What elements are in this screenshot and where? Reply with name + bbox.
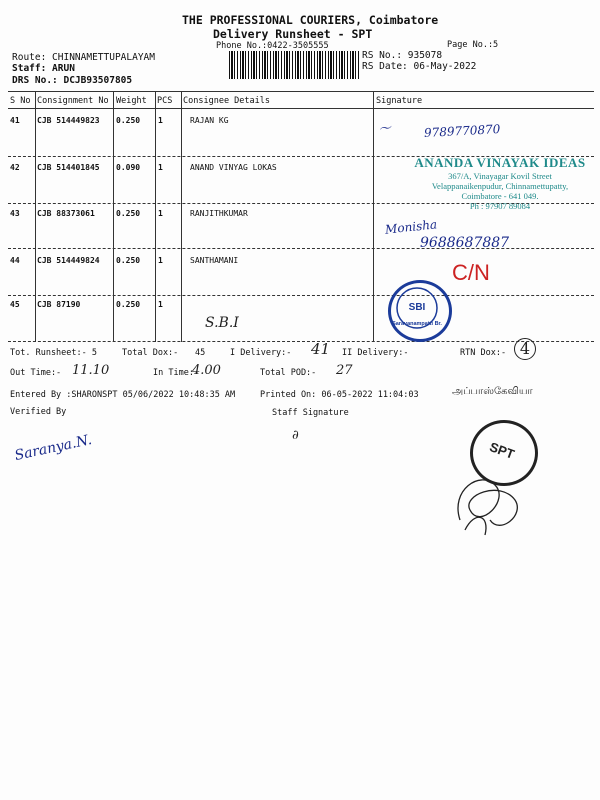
row-pcs: 1 [158, 163, 163, 172]
spt-seal-center: SPT [487, 439, 517, 462]
ananda-vinayak-stamp [404, 155, 596, 213]
drs-number: DRS No.: DCJB93507805 [12, 75, 133, 86]
row-weight: 0.250 [116, 300, 141, 309]
sbi-seal [388, 280, 452, 342]
col-header-signature: Signature [376, 96, 423, 106]
entered-by: Entered By :SHARONSPT 05/06/2022 10:48:35 AM [10, 390, 236, 400]
sbi-seal-center: SBI [408, 302, 426, 313]
rtn-dox-label: RTN Dox:- [460, 348, 507, 358]
row-consignment: CJB 87190 [37, 300, 81, 309]
row-consignment: CJB 514449823 [37, 116, 100, 125]
staff-signature-mark: ∂ [292, 428, 299, 443]
table-header-rule [8, 108, 594, 109]
row-consignee: ANAND VINYAG LOKAS [190, 163, 277, 172]
verified-by-label: Verified By [10, 407, 67, 417]
handwritten-name-43: Monisha [384, 217, 438, 237]
handwritten-phone-43: 9688687887 [420, 235, 510, 251]
rtn-dox-value: 4 [514, 338, 536, 360]
col-divider [373, 91, 374, 342]
company-name: THE PROFESSIONAL COURIERS, Coimbatore [182, 13, 439, 27]
table-bottom-rule [8, 341, 594, 342]
row-pcs: 1 [158, 300, 163, 309]
rs-date: RS Date: 06-May-2022 [362, 61, 477, 72]
row-consignment: CJB 514449824 [37, 256, 100, 265]
stamp-address-line: 367/A, Vinayagar Kovil Street [448, 171, 552, 181]
row-sno: 45 [10, 300, 20, 309]
total-dox-value: 45 [195, 348, 206, 358]
col-divider [35, 91, 36, 342]
row-weight: 0.090 [116, 163, 141, 172]
i-delivery-label: I Delivery:- [230, 348, 292, 358]
col-divider [181, 91, 182, 342]
staff-signature-scribble [440, 440, 540, 540]
row-separator [8, 295, 594, 296]
row-sno: 43 [10, 209, 20, 218]
row-sno: 44 [10, 256, 20, 265]
row-consignee: RANJITHKUMAR [190, 209, 248, 218]
row-sno: 41 [10, 116, 20, 125]
stamp-address-line: Coimbatore - 641 049. [461, 191, 539, 201]
stamp-address-line: Velappanaikenpudur, Chinnamettupatty, [431, 181, 569, 191]
total-pod-value: 27 [336, 363, 353, 378]
col-header-consignment: Consignment No [37, 96, 109, 106]
in-time-value: 4.00 [192, 363, 221, 378]
col-header-consignee: Consignee Details [183, 96, 270, 106]
ii-delivery-label: II Delivery:- [342, 348, 409, 358]
sbi-seal-ring-text: Saravanampatti Br. [392, 321, 442, 327]
tamil-signature: அப்பாஸ்கேவியா [452, 386, 533, 397]
row-consignee: RAJAN KG [190, 116, 229, 125]
col-header-sno: S No [10, 96, 31, 106]
row-pcs: 1 [158, 116, 163, 125]
total-runsheet: Tot. Runsheet:- 5 [10, 348, 97, 358]
total-pod-label: Total POD:- [260, 368, 317, 378]
row-pcs: 1 [158, 209, 163, 218]
row-sno: 42 [10, 163, 20, 172]
stamp-phone: Ph : 97907 89084 [469, 201, 531, 211]
printed-on: Printed On: 06-05-2022 11:04:03 [260, 390, 419, 400]
row-consignee: SANTHAMANI [190, 256, 239, 265]
handwritten-phone-41: 9789770870 [423, 122, 501, 140]
staff: Staff: ARUN [12, 63, 75, 74]
staff-signature-label: Staff Signature [272, 408, 349, 418]
row-weight: 0.250 [116, 209, 141, 218]
col-divider [155, 91, 156, 342]
row-consignment: CJB 88373061 [37, 209, 95, 218]
row-weight: 0.250 [116, 256, 141, 265]
total-dox-label: Total Dox:- [122, 348, 179, 358]
out-time-label: Out Time:- [10, 368, 62, 378]
i-delivery-value: 41 [311, 340, 331, 358]
document-title: Delivery Runsheet - SPT [213, 27, 373, 41]
row-weight: 0.250 [116, 116, 141, 125]
rs-number: RS No.: 935078 [362, 50, 443, 61]
out-time-value: 11.10 [72, 363, 110, 378]
row-consignment: CJB 514401845 [37, 163, 100, 172]
cn-mark: C/N [452, 260, 490, 285]
verified-by-signature: Saranya.N. [13, 432, 94, 464]
stamp-business-name: ANANDA VINAYAK IDEAS [414, 155, 586, 170]
col-header-pcs: PCS [157, 96, 173, 106]
signature-row-41: 〜 [376, 120, 393, 139]
col-divider [113, 91, 114, 342]
in-time-label: In Time:- [153, 368, 200, 378]
route: Route: CHINNAMETTUPALAYAM [12, 52, 155, 63]
row-pcs: 1 [158, 256, 163, 265]
col-header-weight: Weight [116, 96, 147, 106]
handwritten-sbi: S.B.I [205, 315, 239, 331]
phone-number: Phone No.:0422-3505555 [216, 41, 329, 51]
barcode [229, 51, 359, 79]
page-number: Page No.:5 [447, 40, 499, 50]
table-top-rule [8, 91, 594, 92]
